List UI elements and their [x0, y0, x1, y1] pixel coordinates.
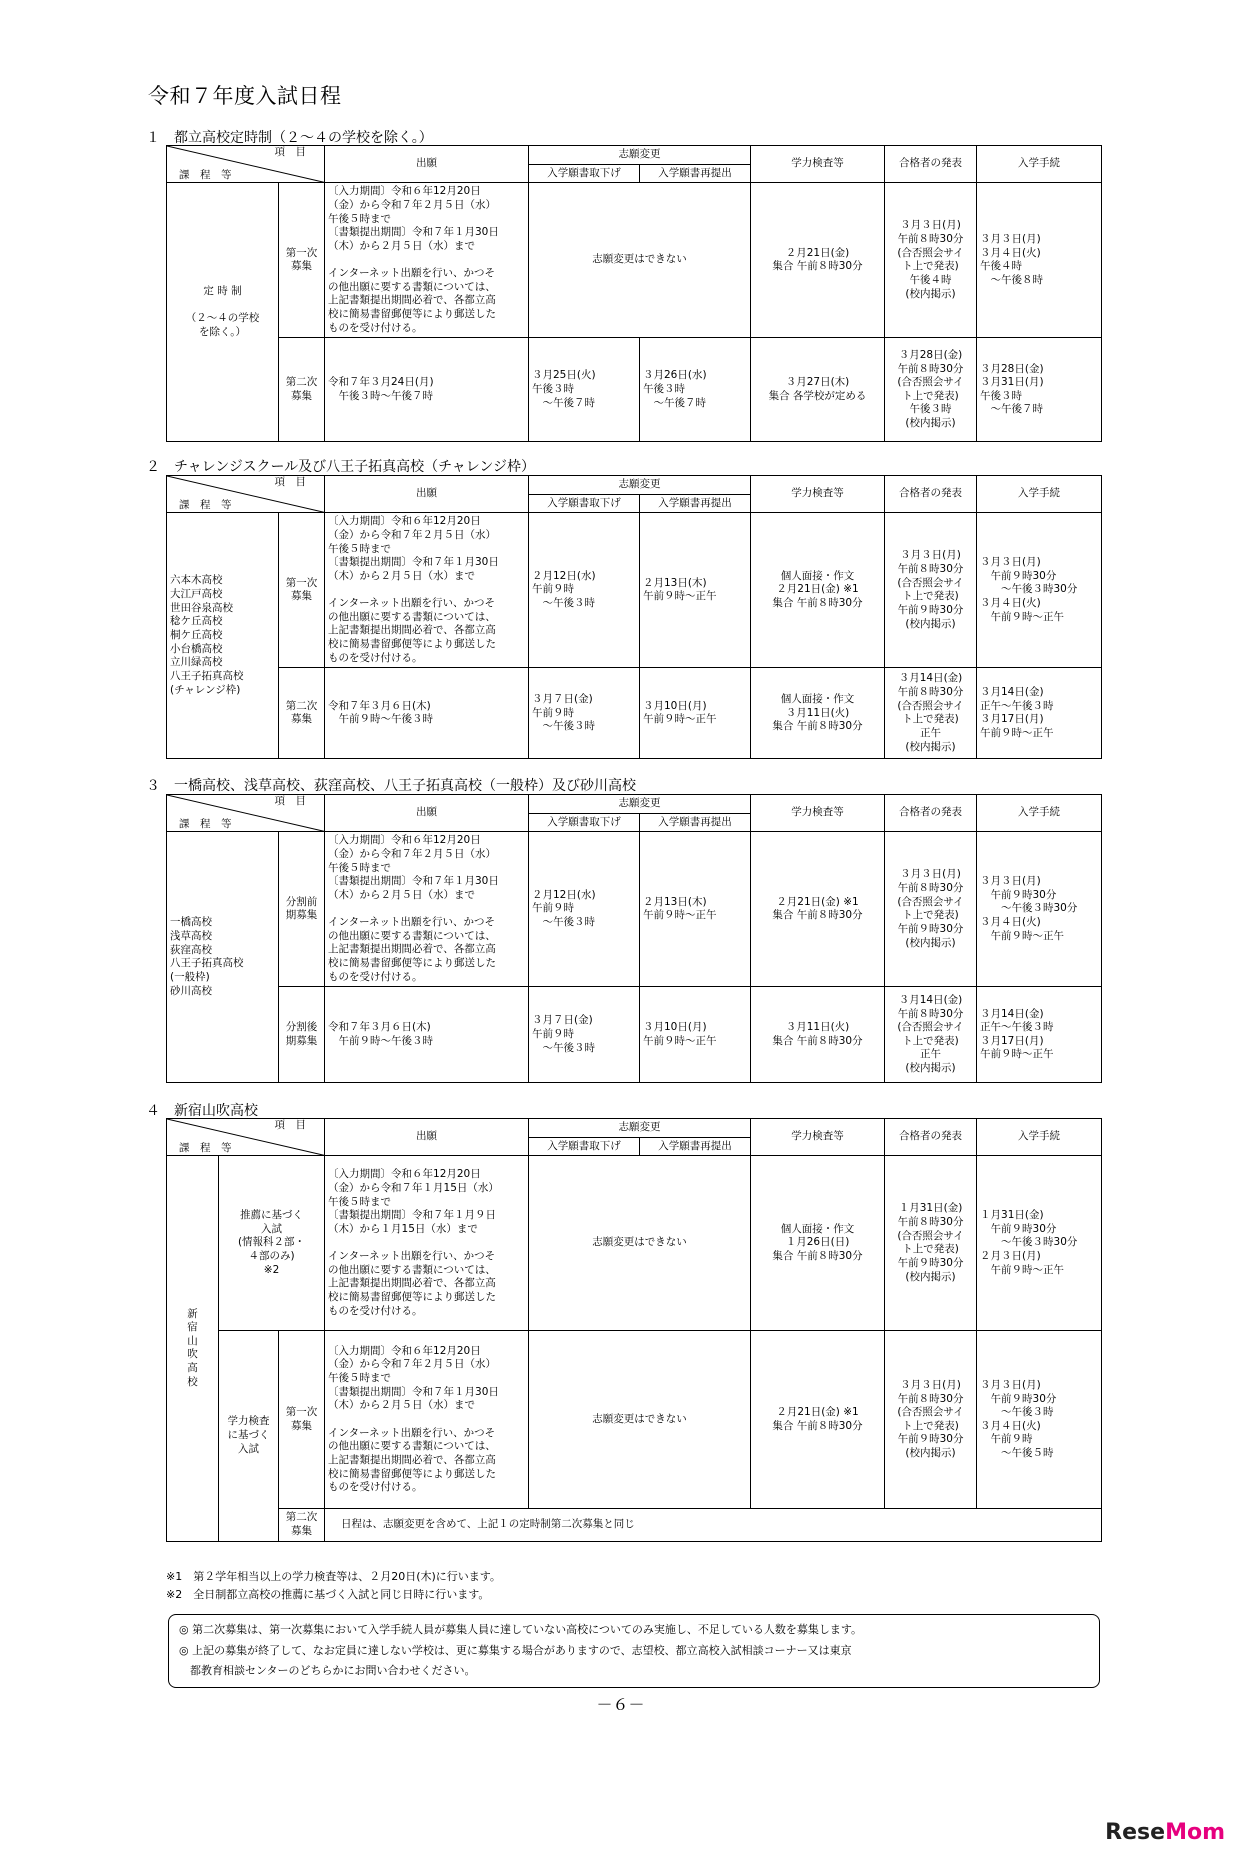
- announce-cell: ３月３日(月) 午前８時30分 (合否照会サイ ト上で発表) 午前９時30分 (校内掲示): [885, 513, 977, 668]
- exam-cell: ２月21日(金) ※1 集合 午前８時30分: [751, 1331, 885, 1509]
- resubmit-cell: ２月13日(木) 午前９時～正午: [640, 832, 751, 987]
- header-application: 出願: [325, 146, 529, 183]
- change-cell: 志願変更はできない: [529, 1331, 751, 1509]
- application-cell: 〔入力期間〕令和６年12月20日 （金）から令和７年２月５日（水） 午後５時まで 〔書類提出期間〕令和７年１月30日 （木）から２月５日（水）まで インターネット出願を行い、かつそ の他出願に要する書類については、 上記書類提出期間必着で、各都立高 校に簡易書留郵便等により郵送した ものを受け付ける。: [325, 832, 529, 987]
- change-cell: 志願変更はできない: [529, 183, 751, 338]
- footnote-1: ※1 第２学年相当以上の学力検査等は、２月20日(木)に行います。: [166, 1570, 501, 1583]
- notice-box: [168, 1614, 1100, 1688]
- procedure-cell: ３月14日(金) 正午～午後３時 ３月17日(月) 午前９時～正午: [977, 987, 1102, 1083]
- application-cell: 令和７年３月24日(月) 午後３時～午後７時: [325, 338, 529, 442]
- announce-cell: ３月28日(金) 午前８時30分 (合否照会サイ ト上で発表) 午後３時 (校内掲示): [885, 338, 977, 442]
- section-2-heading: ２ チャレンジスクール及び八王子拓真高校（チャレンジ枠）: [146, 459, 536, 475]
- header-withdraw: 入学願書取下げ: [529, 1137, 640, 1156]
- header-announce: 合格者の発表: [885, 476, 977, 513]
- header-exam: 学力検査等: [751, 1119, 885, 1156]
- procedure-cell: ３月３日(月) 午前９時30分 ～午後３時 ３月４日(火) 午前９時 ～午後５時: [977, 1331, 1102, 1509]
- header-exam: 学力検査等: [751, 146, 885, 183]
- resemom-logo: ReseMom: [1105, 1820, 1225, 1845]
- header-resubmit: 入学願書再提出: [640, 813, 751, 832]
- section-3-heading: ３ 一橋高校、浅草高校、荻窪高校、八王子拓真高校（一般枠）及び砂川高校: [146, 778, 636, 794]
- round-label: 第二次 募集: [279, 338, 325, 442]
- application-cell: 令和７年３月６日(木) 午前９時～午後３時: [325, 668, 529, 759]
- header-item-course: 項 目 課 程 等: [167, 146, 325, 183]
- header-procedure: 入学手続: [977, 795, 1102, 832]
- change-cell: 志願変更はできない: [529, 1156, 751, 1331]
- header-exam: 学力検査等: [751, 795, 885, 832]
- round-label: 第二次 募集: [279, 668, 325, 759]
- application-cell: 〔入力期間〕令和６年12月20日 （金）から令和７年２月５日（水） 午後５時まで 〔書類提出期間〕令和７年１月30日 （木）から２月５日（水）まで インターネット出願を行い、かつそ の他出願に要する書類については、 上記書類提出期間必着で、各都立高 校に簡易書留郵便等により郵送した ものを受け付ける。: [325, 513, 529, 668]
- application-cell: 〔入力期間〕令和６年12月20日 （金）から令和７年２月５日（水） 午後５時まで 〔書類提出期間〕令和７年１月30日 （木）から２月５日（水）まで インターネット出願を行い、かつそ の他出願に要する書類については、 上記書類提出期間必着で、各都立高 校に簡易書留郵便等により郵送した ものを受け付ける。: [325, 1331, 529, 1509]
- section-1-table: [166, 145, 1102, 442]
- header-item-course: 項 目 課 程 等: [167, 476, 325, 513]
- round-label: 第一次 募集: [279, 1331, 325, 1509]
- header-procedure: 入学手続: [977, 146, 1102, 183]
- exam-cell: ３月27日(木) 集合 各学校が定める: [751, 338, 885, 442]
- announce-cell: １月31日(金) 午前８時30分 (合否照会サイ ト上で発表) 午前９時30分 (校内掲示): [885, 1156, 977, 1331]
- header-application: 出願: [325, 1119, 529, 1156]
- section-2-table: [166, 475, 1102, 759]
- exam-cell: 個人面接・作文 １月26日(日) 集合 午前８時30分: [751, 1156, 885, 1331]
- round-label: 推薦に基づく 入試 (情報科２部・ ４部のみ) ※2: [219, 1156, 325, 1331]
- header-announce: 合格者の発表: [885, 1119, 977, 1156]
- resubmit-cell: ３月10日(月) 午前９時～正午: [640, 668, 751, 759]
- section-3-table: [166, 794, 1102, 1083]
- header-announce: 合格者の発表: [885, 146, 977, 183]
- round-label: 分割後 期募集: [279, 987, 325, 1083]
- exam-cell: ２月21日(金) ※1 集合 午前８時30分: [751, 832, 885, 987]
- header-withdraw: 入学願書取下げ: [529, 494, 640, 513]
- group-label: 学力検査 に基づく 入試: [219, 1331, 279, 1541]
- announce-cell: ３月14日(金) 午前８時30分 (合否照会サイ ト上で発表) 正午 (校内掲示): [885, 668, 977, 759]
- exam-cell: 個人面接・作文 ３月11日(火) 集合 午前８時30分: [751, 668, 885, 759]
- header-withdraw: 入学願書取下げ: [529, 813, 640, 832]
- round-label: 第二次 募集: [279, 1509, 325, 1541]
- header-change: 志願変更: [529, 476, 751, 495]
- announce-cell: ３月３日(月) 午前８時30分 (合否照会サイ ト上で発表) 午前９時30分 (校内掲示): [885, 1331, 977, 1509]
- header-withdraw: 入学願書取下げ: [529, 164, 640, 183]
- procedure-cell: ３月28日(金) ３月31日(月) 午後３時 ～午後７時: [977, 338, 1102, 442]
- footnote-2: ※2 全日制都立高校の推薦に基づく入試と同じ日時に行います。: [166, 1588, 490, 1601]
- header-change: 志願変更: [529, 146, 751, 165]
- course-label: 定 時 制 （２～４の学校 を除く。）: [167, 183, 279, 442]
- application-cell: 令和７年３月６日(木) 午前９時～午後３時: [325, 987, 529, 1083]
- withdraw-cell: ２月12日(水) 午前９時 ～午後３時: [529, 513, 640, 668]
- header-item-course: 項 目 課 程 等: [167, 1119, 325, 1156]
- notice-line-3: 都教育相談センターのどちらかにお問い合わせください。: [179, 1664, 476, 1677]
- course-label: 一橋高校 浅草高校 荻窪高校 八王子拓真高校 (一般枠) 砂川高校: [167, 832, 279, 1083]
- header-item-course: 項 目 課 程 等: [167, 795, 325, 832]
- announce-cell: ３月14日(金) 午前８時30分 (合否照会サイ ト上で発表) 正午 (校内掲示): [885, 987, 977, 1083]
- withdraw-cell: ３月７日(金) 午前９時 ～午後３時: [529, 668, 640, 759]
- header-exam: 学力検査等: [751, 476, 885, 513]
- round-label: 分割前 期募集: [279, 832, 325, 987]
- header-resubmit: 入学願書再提出: [640, 1137, 751, 1156]
- exam-cell: ２月21日(金) 集合 午前８時30分: [751, 183, 885, 338]
- round-label: 第一次 募集: [279, 513, 325, 668]
- note-cell: 日程は、志願変更を含めて、上記１の定時制第二次募集と同じ: [325, 1509, 1102, 1541]
- course-label: 新 宿 山 吹 高 校: [167, 1156, 219, 1541]
- header-procedure: 入学手続: [977, 1119, 1102, 1156]
- exam-cell: 個人面接・作文 ２月21日(金) ※1 集合 午前８時30分: [751, 513, 885, 668]
- resubmit-cell: ３月10日(月) 午前９時～正午: [640, 987, 751, 1083]
- application-cell: 〔入力期間〕令和６年12月20日 （金）から令和７年２月５日（水） 午後５時まで 〔書類提出期間〕令和７年１月30日 （木）から２月５日（水）まで インターネット出願を行い、かつそ の他出願に要する書類については、 上記書類提出期間必着で、各都立高 校に簡易書留郵便等により郵送した ものを受け付ける。: [325, 183, 529, 338]
- header-application: 出願: [325, 795, 529, 832]
- header-change: 志願変更: [529, 1119, 751, 1138]
- section-1-heading: １ 都立高校定時制（２～４の学校を除く。）: [146, 130, 433, 146]
- procedure-cell: ３月３日(月) ３月４日(火) 午後４時 ～午後８時: [977, 183, 1102, 338]
- procedure-cell: １月31日(金) 午前９時30分 ～午後３時30分 ２月３日(月) 午前９時～正午: [977, 1156, 1102, 1331]
- page-number: －６－: [596, 1695, 645, 1714]
- announce-cell: ３月３日(月) 午前８時30分 (合否照会サイ ト上で発表) 午後４時 (校内掲示): [885, 183, 977, 338]
- course-label: 六本木高校 大江戸高校 世田谷泉高校 稔ケ丘高校 桐ケ丘高校 小台橋高校 立川緑高校 八王子拓真高校 (チャレンジ枠): [167, 513, 279, 759]
- header-resubmit: 入学願書再提出: [640, 494, 751, 513]
- notice-line-1: ◎ 第二次募集は、第一次募集において入学手続人員が募集人員に達していない高校についてのみ実施し、不足している人数を募集します。: [179, 1623, 862, 1636]
- resubmit-cell: ２月13日(木) 午前９時～正午: [640, 513, 751, 668]
- header-application: 出願: [325, 476, 529, 513]
- announce-cell: ３月３日(月) 午前８時30分 (合否照会サイ ト上で発表) 午前９時30分 (校内掲示): [885, 832, 977, 987]
- resubmit-cell: ３月26日(水) 午後３時 ～午後７時: [640, 338, 751, 442]
- withdraw-cell: ３月25日(火) 午後３時 ～午後７時: [529, 338, 640, 442]
- procedure-cell: ３月14日(金) 正午～午後３時 ３月17日(月) 午前９時～正午: [977, 668, 1102, 759]
- page-title: 令和７年度入試日程: [148, 84, 342, 108]
- withdraw-cell: ３月７日(金) 午前９時 ～午後３時: [529, 987, 640, 1083]
- section-4-heading: ４ 新宿山吹高校: [146, 1103, 258, 1119]
- header-change: 志願変更: [529, 795, 751, 814]
- procedure-cell: ３月３日(月) 午前９時30分 ～午後３時30分 ３月４日(火) 午前９時～正午: [977, 832, 1102, 987]
- application-cell: 〔入力期間〕令和６年12月20日 （金）から令和７年１月15日（水） 午後５時まで 〔書類提出期間〕令和７年１月９日 （木）から１月15日（水）まで インターネット出願を行い、かつそ の他出願に要する書類については、 上記書類提出期間必着で、各都立高 校に簡易書留郵便等により郵送した ものを受け付ける。: [325, 1156, 529, 1331]
- notice-line-2: ◎ 上記の募集が終了して、なお定員に達しない学校は、更に募集する場合がありますので、志望校、都立高校入試相談コーナー又は東京: [179, 1644, 852, 1657]
- round-label: 第一次 募集: [279, 183, 325, 338]
- header-resubmit: 入学願書再提出: [640, 164, 751, 183]
- section-4-table: [166, 1118, 1102, 1542]
- header-announce: 合格者の発表: [885, 795, 977, 832]
- procedure-cell: ３月３日(月) 午前９時30分 ～午後３時30分 ３月４日(火) 午前９時～正午: [977, 513, 1102, 668]
- exam-cell: ３月11日(火) 集合 午前８時30分: [751, 987, 885, 1083]
- withdraw-cell: ２月12日(水) 午前９時 ～午後３時: [529, 832, 640, 987]
- header-procedure: 入学手続: [977, 476, 1102, 513]
